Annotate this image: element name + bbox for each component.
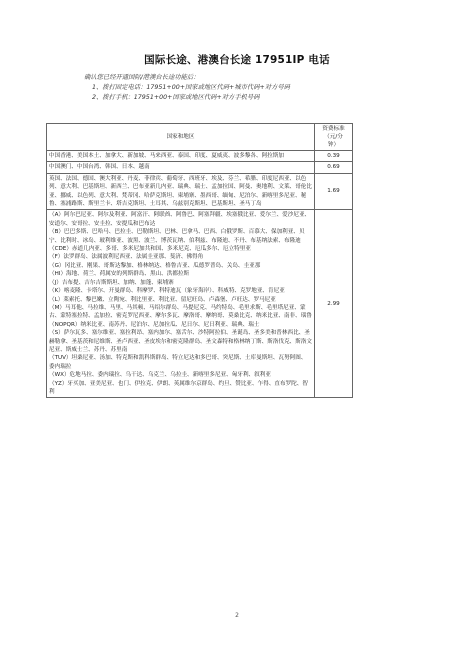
region-group-tuv: （TUV）坦桑尼亚、汤加、特克斯和凯科斯群岛、特立尼达和多巴哥、突尼斯、土库曼斯坦、瓦努阿图、委内瑞拉	[49, 355, 307, 370]
intro-lead: 确认您已经开通国际/港澳台长途功能后：	[84, 74, 200, 81]
table-row	[47, 151, 353, 162]
table-row	[47, 162, 353, 173]
header-rate-line: 钟）	[327, 142, 340, 148]
header-rate	[315, 124, 353, 151]
region-cell	[47, 162, 315, 173]
header-rate-line: （元/分	[324, 134, 343, 140]
page-number: 2	[235, 612, 239, 619]
region-group-nopqr: （NOPQR）纳米比亚、南苏丹、尼泊尔、尼加拉瓜、尼日尔、尼日利亚、瑞典、瑞士	[49, 321, 260, 328]
region-group-wx: （WX）危地马拉、委内瑞拉、乌干达、乌克兰、乌拉圭、新喀里多尼亚、匈牙利、叙利亚	[49, 372, 271, 379]
header-rate-line: 资费标准	[322, 126, 345, 132]
region-group-k: （K）喀麦隆、卡塔尔、开曼群岛、科摩罗、科特迪瓦（象牙海岸）、科威特、克罗地亚、肯尼亚	[49, 288, 285, 295]
intro-step-1: 1、拨打固定电话：17951+00+国家或地区代码+城市代码+对方号码	[92, 84, 290, 91]
region-group-j: （J）吉布提、吉尔吉斯斯坦、加纳、加蓬、柬埔寨	[49, 279, 174, 286]
table-row	[47, 210, 353, 398]
region-group-yz: （YZ）牙买加、亚美尼亚、也门、伊拉克、伊朗、英属维尔京群岛、约旦、赞比亚、乍得、直布罗陀、智利	[49, 380, 308, 395]
region-group-l: （L）莱索托、黎巴嫩、立陶宛、利比里亚、利比亚、留尼旺岛、卢森堡、卢旺达、罗马尼亚	[49, 296, 276, 303]
region-group-b: （B）巴巴多斯、巴哈马、巴拉圭、巴勒斯坦、巴林、巴拿马、巴西、白俄罗斯、百慕大、保加利亚、贝宁、比利时、冰岛、玻利维亚、波黑、波兰、博茨瓦纳、伯利兹、布隆迪、不丹、布基纳法索、布隆迪	[49, 229, 305, 244]
rate-cell: 0.39	[315, 151, 353, 162]
region-line: 中国香港、美国本土、加拿大、新加坡、马来西亚、泰国、印度、夏威夷、波多黎各、阿拉斯加	[49, 153, 284, 159]
rate-cell: 0.69	[315, 162, 353, 173]
region-group-s: （S）萨尔瓦多、塞尔维亚、塞拉利昂、塞内加尔、塞舌尔、沙特阿拉伯、圣诞岛、圣多美和普林西比、圣赫勒拿、圣基茨和尼维斯、圣卢西亚、圣皮埃尔和密克隆群岛、圣文森特和格林纳丁斯、斯洛伐克、斯洛文尼亚、斯威士兰、苏丹、苏里南	[49, 330, 312, 353]
region-cell	[47, 210, 315, 398]
header-country: 国家和地区	[47, 124, 315, 151]
region-group-hi: （HI）海地、荷兰、荷属安的列斯群岛、黑山、洪都拉斯	[49, 271, 190, 278]
region-cell	[47, 173, 315, 210]
region-group-cde: （CDE）赤道几内亚、多哥、多米尼加共和国、多米尼克、厄瓜多尔、厄立特里亚	[49, 246, 251, 253]
intro-block	[84, 73, 290, 103]
table-row	[47, 173, 353, 210]
region-group-m: （M）马耳他、马拉维、马里、马其顿、马绍尔群岛、马提尼克、马约特岛、毛里求斯、毛里塔尼亚、蒙古、蒙特塞拉特、孟加拉、密克罗尼西亚、摩尔多瓦、摩洛哥、摩纳哥、莫桑比克、纳米比亚、南非、瑙鲁	[49, 304, 312, 320]
rate-table	[46, 123, 353, 398]
rate-cell: 1.69	[315, 173, 353, 210]
region-cell	[47, 151, 315, 162]
region-line: 英国、法国、德国、澳大利亚、丹麦、菲律宾、葡萄牙、西班牙、埃及、芬兰、希腊、印度尼西亚、以色列、意大利、巴基斯坦、新西兰、巴布亚新几内亚、瑞典、瑞士、孟加拉国、阿曼、奥地利、文莱、哥伦比亚、挪威、以色列、意大利、梵蒂冈、哈萨克斯坦、柬埔寨、墨西哥、缅甸、尼泊尔、新喀里多尼亚、秘鲁、塞浦路斯、斯里兰卡、塔吉克斯坦、土耳其、乌兹别克斯坦、巴基斯坦、圣马丁岛	[49, 175, 312, 208]
document-title: 国际长途、港澳台长途 17951IP 电话	[144, 54, 330, 66]
region-line: 中国澳门、中国台湾、韩国、日本、越南	[49, 164, 150, 171]
region-group-a: （A）阿尔巴尼亚、阿尔及利亚、阿富汗、阿联酋、阿鲁巴、阿塞拜疆、埃塞俄比亚、爱尔兰、爱沙尼亚、安道尔、安哥拉、安圭拉、安提瓜和巴布达	[49, 212, 311, 227]
table-header-row	[47, 124, 353, 151]
region-group-f: （F）法罗群岛、法属波利尼西亚、法属圭亚那、斐济、佛得角	[49, 254, 204, 261]
intro-step-2: 2、拨打手机：17951+00+国家或地区代码+对方手机号码	[92, 94, 260, 101]
rate-cell: 2.99	[315, 210, 353, 398]
region-group-g: （G）冈比亚、刚果、哥斯达黎加、格林纳达、格鲁吉亚、瓜德罗普岛、关岛、圭亚那	[49, 262, 261, 269]
